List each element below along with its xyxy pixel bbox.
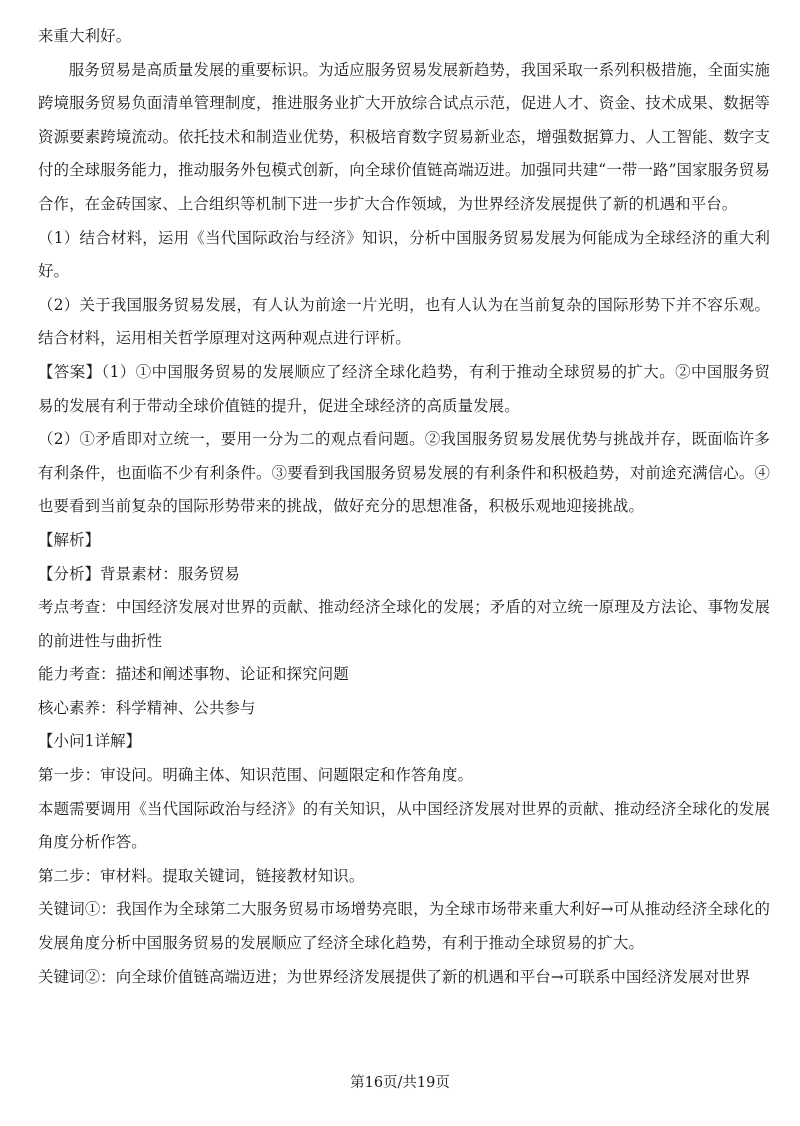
- document-body: [38, 20, 770, 994]
- analysis-knowledge-points: 考点考查：中国经济发展对世界的贡献、推动经济全球化的发展；矛盾的对立统一原理及方法论、事物发展的前进性与曲折性: [38, 598, 770, 650]
- subquestion-1-heading: 【小问1详解】: [38, 732, 142, 751]
- keyword-2: 关键词②：向全球价值链高端迈进；为世界经济发展提供了新的机遇和平台→可联系中国经济发展对世界: [38, 967, 751, 986]
- keyword-1: 关键词①：我国作为全球第二大服务贸易市场增势亮眼，为全球市场带来重大利好→可从推动经济全球化的发展角度分析中国服务贸易的发展顺应了经济全球化趋势，有利于推动全球贸易的扩大。: [38, 900, 770, 953]
- step-2: 第二步：审材料。提取关键词，链接教材知识。: [38, 866, 365, 885]
- answer-part-2: （2）①矛盾即对立统一，要用一分为二的观点看问题。②我国服务贸易发展优势与挑战并存，既面临许多有利条件，也面临不少有利条件。③要看到我国服务贸易发展的有利条件和积极趋势，对前途充满信心。④也要看到当前复杂的国际形势带来的挑战，做好充分的思想准备，积极乐观地迎接挑战。: [38, 430, 770, 516]
- material-paragraph: 服务贸易是高质量发展的重要标识。为适应服务贸易发展新趋势，我国采取一系列积极措施，全面实施跨境服务贸易负面清单管理制度，推进服务业扩大开放综合试点示范，促进人才、资金、技术成果、数据等资源要素跨境流动。依托技术和制造业优势，积极培育数字贸易新业态，增强数据算力、人工智能、数字支付的全球服务能力，推动服务外包模式创新，向全球价值链高端迈进。加强同共建“一带一路”国家服务贸易合作，在金砖国家、上合组织等机制下进一步扩大合作领域，为世界经济发展提供了新的机遇和平台。: [38, 60, 770, 213]
- analysis-heading: 【解析】: [38, 530, 101, 549]
- page-number: 第16页/共19页: [350, 1075, 450, 1091]
- analysis-abilities: 能力考查：描述和阐述事物、论证和探究问题: [38, 665, 349, 684]
- continued-material-line: 来重大利好。: [38, 27, 132, 45]
- analysis-core-literacy: 核心素养：科学精神、公共参与: [38, 698, 256, 717]
- analysis-background: 【分析】背景素材：服务贸易: [38, 564, 241, 583]
- question-2: （2）关于我国服务贸易发展，有人认为前途一片光明，也有人认为在当前复杂的国际形势下并不容乐观。结合材料，运用相关哲学原理对这两种观点进行评析。: [38, 295, 770, 348]
- question-1: （1）结合材料，运用《当代国际政治与经济》知识，分析中国服务贸易发展为何能成为全球经济的重大利好。: [38, 228, 770, 281]
- step-1: 第一步：审设问。明确主体、知识范围、问题限定和作答角度。: [38, 766, 474, 785]
- step-1-detail: 本题需要调用《当代国际政治与经济》的有关知识，从中国经济发展对世界的贡献、推动经济全球化的发展角度分析作答。: [38, 799, 770, 852]
- answer-part-1: 【答案】（1）①中国服务贸易的发展顺应了经济全球化趋势，有利于推动全球贸易的扩大。②中国服务贸易的发展有利于带动全球价值链的提升，促进全球经济的高质量发展。: [38, 362, 770, 415]
